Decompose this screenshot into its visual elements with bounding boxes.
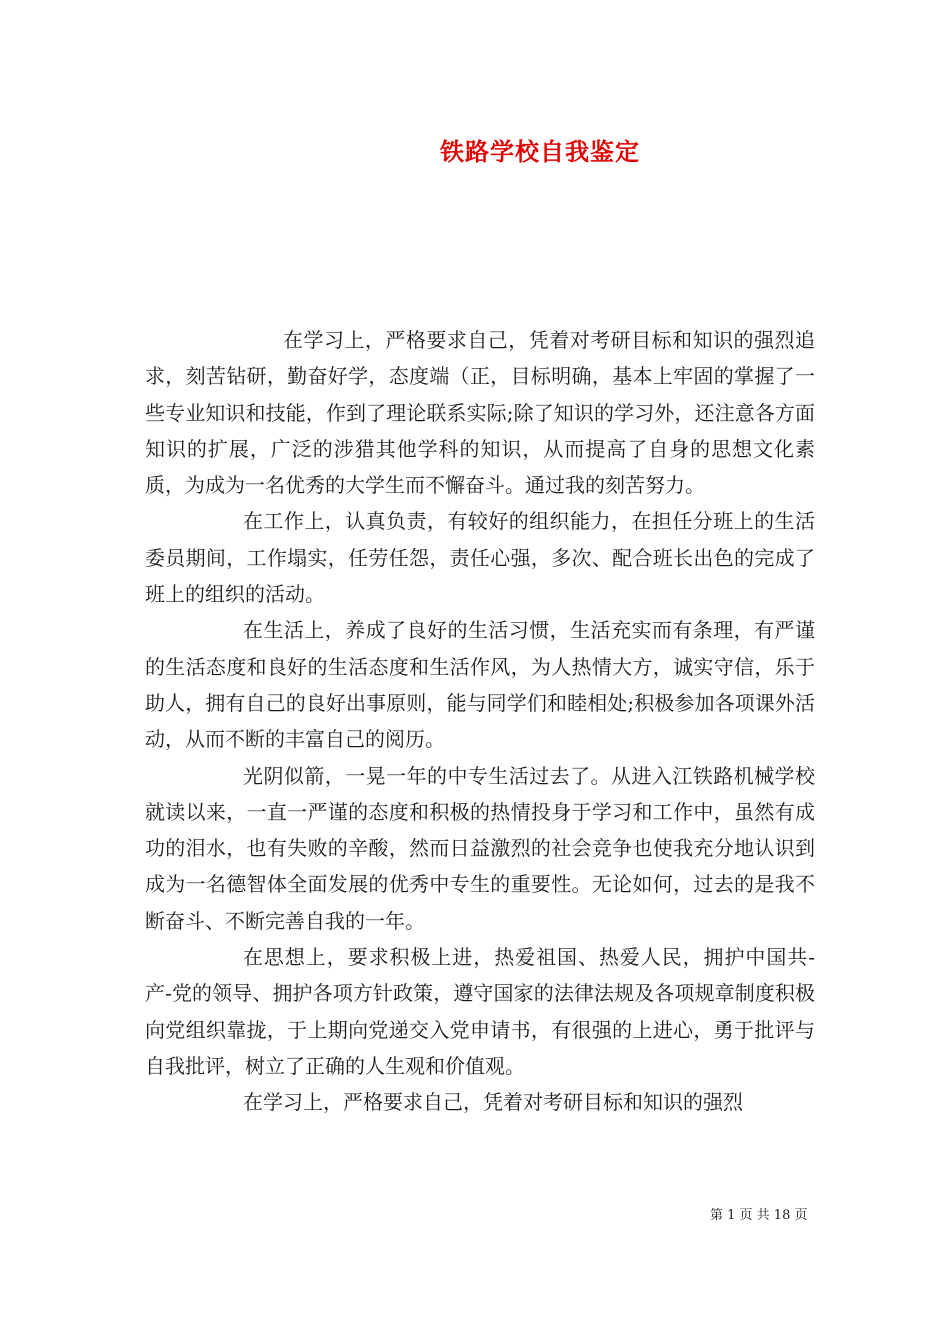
page-number-footer: 第 1 页 共 18 页	[710, 1208, 808, 1223]
paragraph-study-repeat: 在学习上，严格要求自己，凭着对考研目标和知识的强烈	[243, 1090, 743, 1115]
paragraph-life: 在生活上，养成了良好的生活习惯，生活充实而有条理，有严谨的生活态度和良好的生活态度和生活作风，为人热情大方，诚实守信，乐于助人，拥有自己的良好出事原则，能与同学们和睦相处;积极参加各项课外活动，从而不断的丰富自己的阅历。	[145, 618, 815, 752]
paragraph-time: 光阴似箭，一晃一年的中专生活过去了。从进入江铁路机械学校就读以来，一直一严谨的态度和积极的热情投身于学习和工作中，虽然有成功的泪水，也有失败的辛酸，然而日益激烈的社会竞争也使我充分地认识到成为一名德智体全面发展的优秀中专生的重要性。无论如何，过去的是我不断奋斗、不断完善自我的一年。	[145, 763, 815, 933]
document-body	[145, 322, 815, 1121]
paragraph-work: 在工作上，认真负责，有较好的组织能力，在担任分班上的生活委员期间，工作塌实，任劳任怨，责任心强，多次、配合班长出色的完成了班上的组织的活动。	[145, 509, 815, 607]
paragraph-study: 在学习上，严格要求自己，凭着对考研目标和知识的强烈追求，刻苦钻研，勤奋好学，态度端（正，目标明确，基本上牢固的掌握了一些专业知识和技能，作到了理论联系实际;除了知识的学习外，还注意各方面知识的扩展，广泛的涉猎其他学科的知识，从而提高了自身的思想文化素质，为成为一名优秀的大学生而不懈奋斗。通过我的刻苦努力。	[145, 328, 815, 498]
document-title: 铁路学校自我鉴定	[440, 137, 640, 166]
paragraph-thought: 在思想上，要求积极上进，热爱祖国、热爱人民，拥护中国共-产-党的领导、拥护各项方针政策，遵守国家的法律法规及各项规章制度积极向党组织靠拢，于上期向党递交入党申请书，有很强的上进心，勇于批评与自我批评，树立了正确的人生观和价值观。	[145, 945, 815, 1078]
